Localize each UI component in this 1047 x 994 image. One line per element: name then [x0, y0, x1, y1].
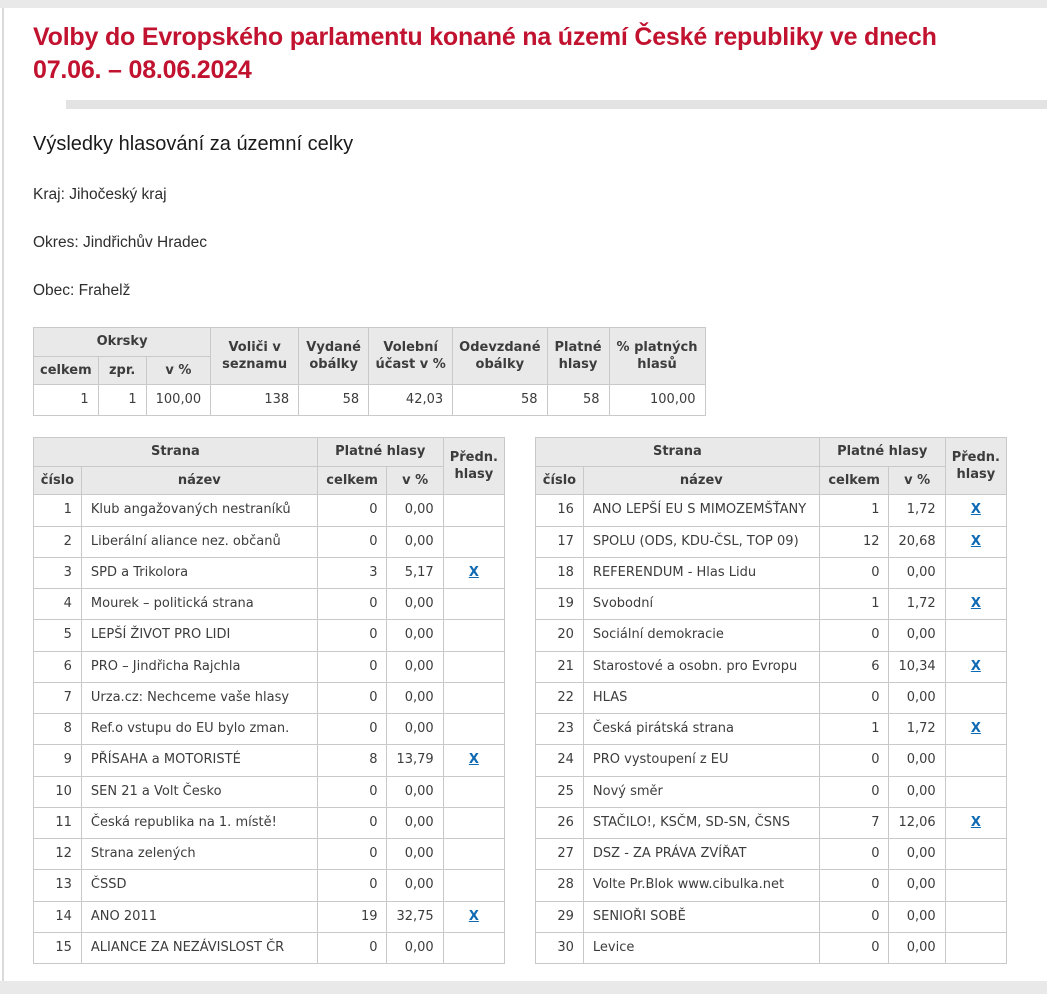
party-votes-percent-cell: 0,00 [889, 557, 945, 588]
kraj-value: Jihočeský kraj [69, 186, 167, 203]
party-votes-percent-cell: 32,75 [387, 901, 443, 932]
party-table-right-body [536, 495, 1007, 964]
party-votes-total-cell: 0 [819, 901, 889, 932]
preferential-votes-cell[interactable] [945, 651, 1006, 682]
platne-hlasy-header: Platné hlasy [547, 328, 609, 385]
party-votes-total-cell: 0 [819, 839, 889, 870]
party-number-cell: 24 [536, 745, 584, 776]
party-name-cell: Volte Pr.Blok www.cibulka.net [583, 870, 819, 901]
party-number-cell: 11 [34, 807, 82, 838]
party-votes-percent-cell: 0,00 [387, 682, 443, 713]
party-row [536, 745, 1007, 776]
party-name-cell: ALIANCE ZA NEZÁVISLOST ČR [81, 932, 317, 963]
preferential-votes-cell [443, 839, 504, 870]
preferential-votes-link[interactable]: X [970, 596, 981, 612]
party-votes-percent-cell: 0,00 [387, 526, 443, 557]
party-name-cell: PRO – Jindřicha Rajchla [81, 651, 317, 682]
party-number-cell: 23 [536, 714, 584, 745]
party-name-cell: Urza.cz: Nechceme vaše hlasy [81, 682, 317, 713]
preferential-votes-cell [443, 682, 504, 713]
summary-data-row [34, 385, 706, 416]
preferential-votes-cell[interactable] [945, 526, 1006, 557]
party-votes-percent-cell: 0,00 [387, 839, 443, 870]
party-name-cell: Mourek – politická strana [81, 589, 317, 620]
preferential-votes-link[interactable]: X [970, 721, 981, 737]
okres-value: Jindřichův Hradec [82, 234, 208, 251]
party-name-cell: ANO 2011 [81, 901, 317, 932]
party-votes-total-cell: 0 [317, 932, 387, 963]
predn-hlasy-header: Předn. hlasy [945, 438, 1006, 495]
party-row [34, 901, 505, 932]
party-row [536, 557, 1007, 588]
party-row [536, 901, 1007, 932]
party-name-cell: ANO LEPŠÍ EU S MIMOZEMŠŤANY [583, 495, 819, 526]
party-name-cell: Svobodní [583, 589, 819, 620]
preferential-votes-cell [945, 901, 1006, 932]
party-votes-percent-cell: 0,00 [387, 932, 443, 963]
party-row [34, 620, 505, 651]
party-votes-total-cell: 6 [819, 651, 889, 682]
party-votes-total-cell: 0 [819, 620, 889, 651]
party-votes-percent-cell: 0,00 [889, 776, 945, 807]
preferential-votes-link[interactable]: X [970, 814, 981, 830]
preferential-votes-link[interactable]: X [468, 564, 479, 580]
okrsky-celkem-value: 1 [34, 385, 99, 416]
odevzdane-obalky-header: Odevzdané obálky [453, 328, 547, 385]
party-row [536, 589, 1007, 620]
party-row [536, 526, 1007, 557]
party-number-cell: 2 [34, 526, 82, 557]
party-number-cell: 29 [536, 901, 584, 932]
volebni-ucast-value: 42,03 [369, 385, 453, 416]
party-row [536, 870, 1007, 901]
region-line-okres [33, 234, 1007, 252]
party-number-cell: 28 [536, 870, 584, 901]
party-votes-total-cell: 0 [317, 839, 387, 870]
cislo-header: číslo [536, 466, 584, 495]
page-bottom-strip [0, 981, 1047, 994]
party-number-cell: 22 [536, 682, 584, 713]
party-row [536, 714, 1007, 745]
party-votes-percent-cell: 0,00 [387, 870, 443, 901]
vpct-header: v % [889, 466, 945, 495]
party-votes-total-cell: 8 [317, 745, 387, 776]
preferential-votes-cell [945, 557, 1006, 588]
kraj-label: Kraj: [33, 186, 65, 203]
region-line-kraj [33, 186, 1007, 204]
party-number-cell: 9 [34, 745, 82, 776]
party-row [536, 932, 1007, 963]
party-number-cell: 30 [536, 932, 584, 963]
okrsky-celkem-header: celkem [34, 356, 99, 385]
party-votes-total-cell: 7 [819, 807, 889, 838]
preferential-votes-link[interactable]: X [970, 502, 981, 518]
party-name-cell: Starostové a osobn. pro Evropu [583, 651, 819, 682]
predn-hlasy-header: Předn. hlasy [443, 438, 504, 495]
party-row [34, 557, 505, 588]
party-name-cell: DSZ - ZA PRÁVA ZVÍŘAT [583, 839, 819, 870]
party-votes-total-cell: 3 [317, 557, 387, 588]
title-divider [66, 100, 1047, 109]
preferential-votes-cell[interactable] [443, 901, 504, 932]
pct-platnych-hlasu-value: 100,00 [609, 385, 705, 416]
obec-label: Obec: [33, 282, 75, 299]
party-number-cell: 4 [34, 589, 82, 620]
platne-hlasy-group-header: Platné hlasy [819, 438, 945, 467]
main-content [0, 21, 1047, 994]
party-votes-total-cell: 19 [317, 901, 387, 932]
obec-value: Frahelž [78, 282, 131, 299]
party-number-cell: 21 [536, 651, 584, 682]
page-top-strip [0, 0, 1047, 8]
platne-hlasy-group-header: Platné hlasy [317, 438, 443, 467]
volici-v-seznamu-header: Voliči v seznamu [211, 328, 299, 385]
preferential-votes-cell [443, 495, 504, 526]
preferential-votes-cell [443, 932, 504, 963]
party-name-cell: LEPŠÍ ŽIVOT PRO LIDI [81, 620, 317, 651]
party-votes-percent-cell: 0,00 [387, 495, 443, 526]
party-votes-percent-cell: 0,00 [387, 714, 443, 745]
party-row [34, 682, 505, 713]
preferential-votes-cell [945, 682, 1006, 713]
party-votes-total-cell: 0 [317, 682, 387, 713]
platne-hlasy-value: 58 [547, 385, 609, 416]
party-number-cell: 7 [34, 682, 82, 713]
party-votes-total-cell: 12 [819, 526, 889, 557]
party-votes-percent-cell: 0,00 [387, 776, 443, 807]
region-line-obec [33, 282, 1007, 300]
party-number-cell: 8 [34, 714, 82, 745]
party-row [536, 776, 1007, 807]
party-votes-total-cell: 0 [819, 932, 889, 963]
okrsky-group-header: Okrsky [34, 328, 211, 357]
okrsky-vpct-header: v % [146, 356, 211, 385]
preferential-votes-cell[interactable] [945, 495, 1006, 526]
preferential-votes-link[interactable]: X [970, 658, 981, 674]
preferential-votes-cell [443, 526, 504, 557]
party-votes-total-cell: 0 [317, 589, 387, 620]
party-votes-total-cell: 0 [317, 620, 387, 651]
party-number-cell: 3 [34, 557, 82, 588]
party-votes-percent-cell: 0,00 [387, 620, 443, 651]
vpct-header: v % [387, 466, 443, 495]
cislo-header: číslo [34, 466, 82, 495]
party-name-cell: Levice [583, 932, 819, 963]
preferential-votes-cell [945, 745, 1006, 776]
party-results-section [33, 437, 1007, 964]
party-row [34, 807, 505, 838]
party-number-cell: 12 [34, 839, 82, 870]
party-row [34, 839, 505, 870]
party-row [34, 714, 505, 745]
party-votes-percent-cell: 0,00 [889, 682, 945, 713]
preferential-votes-cell [945, 870, 1006, 901]
party-votes-percent-cell: 1,72 [889, 714, 945, 745]
party-name-cell: ČSSD [81, 870, 317, 901]
volici-v-seznamu-value: 138 [211, 385, 299, 416]
preferential-votes-link[interactable]: X [970, 533, 981, 549]
preferential-votes-cell [443, 776, 504, 807]
party-votes-total-cell: 0 [819, 682, 889, 713]
party-votes-total-cell: 0 [317, 807, 387, 838]
party-table-left-body [34, 495, 505, 964]
party-votes-percent-cell: 0,00 [889, 901, 945, 932]
party-votes-percent-cell: 20,68 [889, 526, 945, 557]
party-row [34, 651, 505, 682]
party-number-cell: 18 [536, 557, 584, 588]
party-name-cell: Strana zelených [81, 839, 317, 870]
party-votes-percent-cell: 0,00 [889, 620, 945, 651]
okrsky-vpct-value: 100,00 [146, 385, 211, 416]
vydane-obalky-header: Vydané obálky [299, 328, 369, 385]
strana-group-header: Strana [536, 438, 820, 467]
preferential-votes-cell [945, 776, 1006, 807]
party-name-cell: SEN 21 a Volt Česko [81, 776, 317, 807]
party-row [34, 932, 505, 963]
party-votes-percent-cell: 0,00 [387, 807, 443, 838]
party-row [34, 745, 505, 776]
party-votes-total-cell: 0 [317, 776, 387, 807]
party-name-cell: PŘÍSAHA a MOTORISTÉ [81, 745, 317, 776]
preferential-votes-link[interactable]: X [468, 908, 479, 924]
party-number-cell: 13 [34, 870, 82, 901]
celkem-header: celkem [317, 466, 387, 495]
party-number-cell: 14 [34, 901, 82, 932]
party-votes-percent-cell: 0,00 [387, 651, 443, 682]
party-votes-total-cell: 0 [819, 870, 889, 901]
nazev-header: název [583, 466, 819, 495]
party-name-cell: SPOLU (ODS, KDU-ČSL, TOP 09) [583, 526, 819, 557]
party-row [34, 870, 505, 901]
preferential-votes-cell [945, 839, 1006, 870]
party-row [536, 807, 1007, 838]
preferential-votes-cell[interactable] [945, 589, 1006, 620]
party-row [536, 495, 1007, 526]
party-name-cell: STAČILO!, KSČM, SD-SN, ČSNS [583, 807, 819, 838]
strana-group-header: Strana [34, 438, 318, 467]
preferential-votes-cell [443, 807, 504, 838]
party-name-cell: Sociální demokracie [583, 620, 819, 651]
preferential-votes-cell [443, 620, 504, 651]
party-votes-total-cell: 1 [819, 714, 889, 745]
section-title: Výsledky hlasování za územní celky [33, 133, 354, 155]
party-votes-percent-cell: 5,17 [387, 557, 443, 588]
preferential-votes-link[interactable]: X [468, 752, 479, 768]
party-name-cell: Klub angažovaných nestraníků [81, 495, 317, 526]
party-number-cell: 1 [34, 495, 82, 526]
party-row [34, 776, 505, 807]
vydane-obalky-value: 58 [299, 385, 369, 416]
party-row [34, 495, 505, 526]
party-name-cell: Liberální aliance nez. občanů [81, 526, 317, 557]
party-votes-total-cell: 0 [317, 495, 387, 526]
party-name-cell: Ref.o vstupu do EU bylo zman. [81, 714, 317, 745]
party-votes-total-cell: 0 [317, 714, 387, 745]
party-votes-total-cell: 0 [819, 776, 889, 807]
party-votes-percent-cell: 12,06 [889, 807, 945, 838]
preferential-votes-cell[interactable] [945, 807, 1006, 838]
okres-label: Okres: [33, 234, 79, 251]
party-number-cell: 26 [536, 807, 584, 838]
preferential-votes-cell[interactable] [443, 745, 504, 776]
party-name-cell: Česká republika na 1. místě! [81, 807, 317, 838]
preferential-votes-cell [443, 870, 504, 901]
party-votes-total-cell: 0 [317, 651, 387, 682]
party-votes-total-cell: 0 [317, 526, 387, 557]
party-number-cell: 19 [536, 589, 584, 620]
party-table-left [33, 437, 505, 964]
party-number-cell: 25 [536, 776, 584, 807]
odevzdane-obalky-value: 58 [453, 385, 547, 416]
party-votes-percent-cell: 10,34 [889, 651, 945, 682]
party-votes-percent-cell: 0,00 [387, 589, 443, 620]
party-name-cell: HLAS [583, 682, 819, 713]
preferential-votes-cell [945, 932, 1006, 963]
party-votes-percent-cell: 0,00 [889, 870, 945, 901]
volebni-ucast-header: Volební účast v % [369, 328, 453, 385]
party-table-right [535, 437, 1007, 964]
pct-platnych-hlasu-header: % platných hlasů [609, 328, 705, 385]
preferential-votes-cell[interactable] [443, 557, 504, 588]
nazev-header: název [81, 466, 317, 495]
party-number-cell: 6 [34, 651, 82, 682]
party-number-cell: 5 [34, 620, 82, 651]
party-row [536, 651, 1007, 682]
party-votes-percent-cell: 0,00 [889, 932, 945, 963]
party-number-cell: 20 [536, 620, 584, 651]
preferential-votes-cell[interactable] [945, 714, 1006, 745]
party-number-cell: 16 [536, 495, 584, 526]
okrsky-zpr-header: zpr. [98, 356, 146, 385]
party-votes-total-cell: 0 [317, 870, 387, 901]
party-votes-total-cell: 0 [819, 557, 889, 588]
preferential-votes-cell [443, 589, 504, 620]
party-number-cell: 17 [536, 526, 584, 557]
party-votes-total-cell: 1 [819, 495, 889, 526]
party-votes-total-cell: 1 [819, 589, 889, 620]
party-votes-percent-cell: 0,00 [889, 839, 945, 870]
celkem-header: celkem [819, 466, 889, 495]
party-name-cell: REFERENDUM - Hlas Lidu [583, 557, 819, 588]
page-title: Volby do Evropského parlamentu konané na území České republiky ve dnech 07.06. – 08.06.2024 [33, 23, 937, 84]
party-name-cell: Česká pirátská strana [583, 714, 819, 745]
party-number-cell: 15 [34, 932, 82, 963]
party-number-cell: 27 [536, 839, 584, 870]
okrsky-zpr-value: 1 [98, 385, 146, 416]
party-row [536, 620, 1007, 651]
party-votes-total-cell: 0 [819, 745, 889, 776]
party-votes-percent-cell: 1,72 [889, 495, 945, 526]
page-left-border [2, 8, 4, 994]
party-name-cell: PRO vystoupení z EU [583, 745, 819, 776]
preferential-votes-cell [443, 714, 504, 745]
party-number-cell: 10 [34, 776, 82, 807]
party-votes-percent-cell: 13,79 [387, 745, 443, 776]
turnout-summary-table [33, 327, 706, 416]
party-row [34, 589, 505, 620]
party-row [34, 526, 505, 557]
party-row [536, 682, 1007, 713]
party-name-cell: SPD a Trikolora [81, 557, 317, 588]
party-name-cell: Nový směr [583, 776, 819, 807]
party-votes-percent-cell: 0,00 [889, 745, 945, 776]
preferential-votes-cell [945, 620, 1006, 651]
preferential-votes-cell [443, 651, 504, 682]
party-row [536, 839, 1007, 870]
party-name-cell: SENIOŘI SOBĚ [583, 901, 819, 932]
party-votes-percent-cell: 1,72 [889, 589, 945, 620]
